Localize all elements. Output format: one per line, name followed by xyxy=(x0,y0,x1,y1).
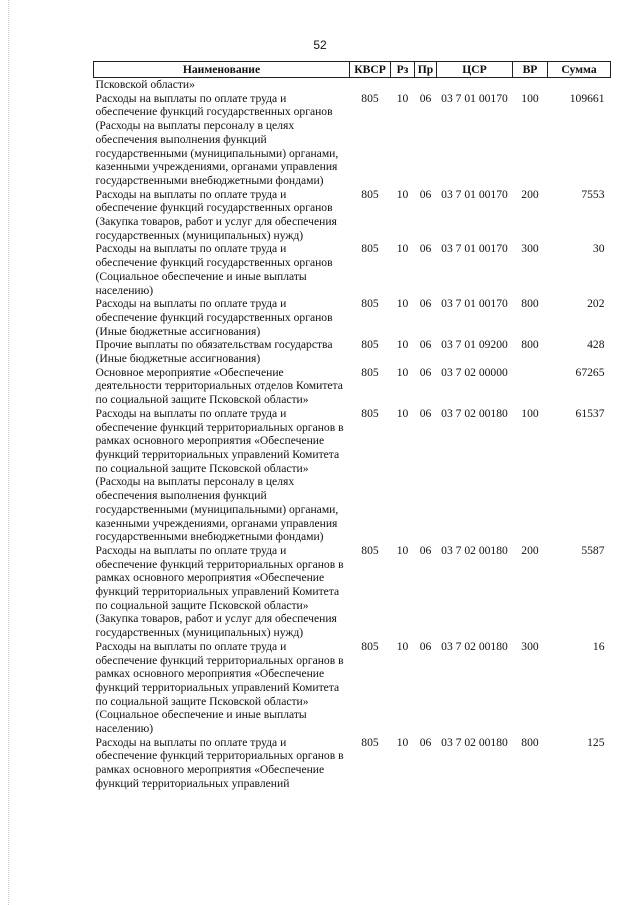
table-row xyxy=(94,242,611,297)
cell-kvsr: 805 xyxy=(361,365,379,379)
table-row xyxy=(94,366,611,407)
cell-csr xyxy=(437,78,513,92)
cell-kvsr: 805 xyxy=(361,91,379,105)
cell-vr: 200 xyxy=(521,543,539,557)
table-body xyxy=(94,78,611,791)
cell-name: Расходы на выплаты по оплате труда и обеспечение функций государственных органов (Закупка товаров, работ и услуг для обеспечения государственных (муниципальных) нужд) xyxy=(95,187,337,242)
cell-vr: 100 xyxy=(521,406,539,420)
table-row xyxy=(94,338,611,365)
cell-rz: 10 xyxy=(396,297,409,311)
cell-sum: 16 xyxy=(592,639,605,653)
cell-csr: 03 7 01 09200 xyxy=(441,338,508,352)
table-row xyxy=(94,544,611,640)
cell-name: Основное мероприятие «Обеспечение деятельности территориальных отделов Комитета по социальной защите Псковской области» xyxy=(95,365,343,407)
table-row xyxy=(94,407,611,544)
cell-vr xyxy=(513,366,548,407)
cell-rz xyxy=(391,78,415,92)
budget-table xyxy=(93,61,611,791)
cell-name: Псковской области» xyxy=(95,78,195,91)
table-header xyxy=(94,62,611,78)
cell-csr: 03 7 01 00170 xyxy=(441,297,508,311)
table-row xyxy=(94,297,611,338)
cell-pr: 06 xyxy=(419,543,432,557)
table-row xyxy=(94,736,611,791)
cell-rz: 10 xyxy=(396,338,409,352)
table-row xyxy=(94,640,611,736)
cell-kvsr: 805 xyxy=(361,242,379,256)
cell-pr: 06 xyxy=(419,242,432,256)
header-csr: ЦСР xyxy=(437,62,513,78)
cell-sum: 7553 xyxy=(581,187,605,201)
cell-pr: 06 xyxy=(419,91,432,105)
page-number: 52 xyxy=(313,38,327,52)
cell-kvsr: 805 xyxy=(361,639,379,653)
cell-rz: 10 xyxy=(396,91,409,105)
cell-kvsr: 805 xyxy=(361,406,379,420)
cell-name: Расходы на выплаты по оплате труда и обеспечение функций государственных органов (Расходы на выплаты персоналу в целях обеспечения выполнения функций государственными (муниципальными) органами, казенными учреждениями, органами управления государственными внебюджетными фондами) xyxy=(95,91,339,187)
cell-csr: 03 7 02 00180 xyxy=(441,406,508,420)
cell-kvsr: 805 xyxy=(361,543,379,557)
cell-pr: 06 xyxy=(419,735,432,749)
cell-sum: 67265 xyxy=(575,365,605,379)
cell-pr: 06 xyxy=(419,338,432,352)
cell-name: Расходы на выплаты по оплате труда и обеспечение функций государственных органов (Социальное обеспечение и иные выплаты населению) xyxy=(95,242,333,297)
cell-rz: 10 xyxy=(396,639,409,653)
cell-sum: 30 xyxy=(592,242,605,256)
cell-vr: 800 xyxy=(521,297,539,311)
page-left-edge xyxy=(8,0,9,905)
cell-csr: 03 7 02 00180 xyxy=(441,639,508,653)
cell-name: Расходы на выплаты по оплате труда и обеспечение функций территориальных органов в рамках основного мероприятия «Обеспечение функций территориальных управлений Комитета по социальной защите Псковской области» (Расходы на выплаты персоналу в целях обеспечения выполнения функций государственными (муниципальными) органами, казенными учреждениями, органами управления государственными внебюджетными фондами) xyxy=(95,406,344,544)
header-vr: ВР xyxy=(513,62,548,78)
cell-vr: 800 xyxy=(521,735,539,749)
cell-name: Расходы на выплаты по оплате труда и обеспечение функций территориальных органов в рамках основного мероприятия «Обеспечение функций территориальных управлений Комитета по социальной защите Псковской области» (Социальное обеспечение и иные выплаты населению) xyxy=(95,639,344,736)
cell-sum: 202 xyxy=(587,297,605,311)
cell-name: Расходы на выплаты по оплате труда и обеспечение функций территориальных органов в рамках основного мероприятия «Обеспечение функций территориальных управлений xyxy=(95,735,344,790)
cell-csr: 03 7 02 00180 xyxy=(441,735,508,749)
cell-csr: 03 7 01 00170 xyxy=(441,91,508,105)
cell-sum: 125 xyxy=(587,735,605,749)
cell-rz: 10 xyxy=(396,187,409,201)
cell-rz: 10 xyxy=(396,406,409,420)
cell-rz: 10 xyxy=(396,365,409,379)
cell-vr: 100 xyxy=(521,91,539,105)
cell-pr xyxy=(415,78,437,92)
cell-name: Расходы на выплаты по оплате труда и обеспечение функций государственных органов (Иные бюджетные ассигнования) xyxy=(95,297,333,338)
cell-pr: 06 xyxy=(419,365,432,379)
cell-vr: 800 xyxy=(521,338,539,352)
table-row xyxy=(94,92,611,188)
cell-csr: 03 7 01 00170 xyxy=(441,187,508,201)
cell-kvsr: 805 xyxy=(361,297,379,311)
header-name: Наименование xyxy=(94,62,350,78)
cell-sum: 109661 xyxy=(569,91,605,105)
header-pr: Пр xyxy=(415,62,437,78)
cell-pr: 06 xyxy=(419,406,432,420)
cell-sum xyxy=(548,78,611,92)
cell-pr: 06 xyxy=(419,297,432,311)
header-kvsr: КВСР xyxy=(350,62,391,78)
cell-pr: 06 xyxy=(419,639,432,653)
cell-pr: 06 xyxy=(419,187,432,201)
cell-sum: 428 xyxy=(587,338,605,352)
cell-vr: 200 xyxy=(521,187,539,201)
cell-rz: 10 xyxy=(396,543,409,557)
table-row xyxy=(94,78,611,92)
cell-kvsr: 805 xyxy=(361,187,379,201)
cell-kvsr: 805 xyxy=(361,338,379,352)
table-row xyxy=(94,188,611,243)
cell-kvsr xyxy=(350,78,391,92)
cell-vr: 300 xyxy=(521,242,539,256)
cell-rz: 10 xyxy=(396,735,409,749)
header-sum: Сумма xyxy=(548,62,611,78)
cell-sum: 61537 xyxy=(575,406,605,420)
cell-csr: 03 7 01 00170 xyxy=(441,242,508,256)
header-rz: Рз xyxy=(391,62,415,78)
cell-csr: 03 7 02 00180 xyxy=(441,543,508,557)
cell-vr: 300 xyxy=(521,639,539,653)
cell-sum: 5587 xyxy=(581,543,605,557)
cell-csr: 03 7 02 00000 xyxy=(441,365,508,379)
cell-name: Расходы на выплаты по оплате труда и обеспечение функций территориальных органов в рамках основного мероприятия «Обеспечение функций территориальных управлений Комитета по социальной защите Псковской области» (Закупка товаров, работ и услуг для обеспечения государственных (муниципальных) нужд) xyxy=(95,543,344,640)
cell-rz: 10 xyxy=(396,242,409,256)
cell-name: Прочие выплаты по обязательствам государства (Иные бюджетные ассигнования) xyxy=(95,338,333,366)
cell-kvsr: 805 xyxy=(361,735,379,749)
cell-vr xyxy=(513,78,548,92)
